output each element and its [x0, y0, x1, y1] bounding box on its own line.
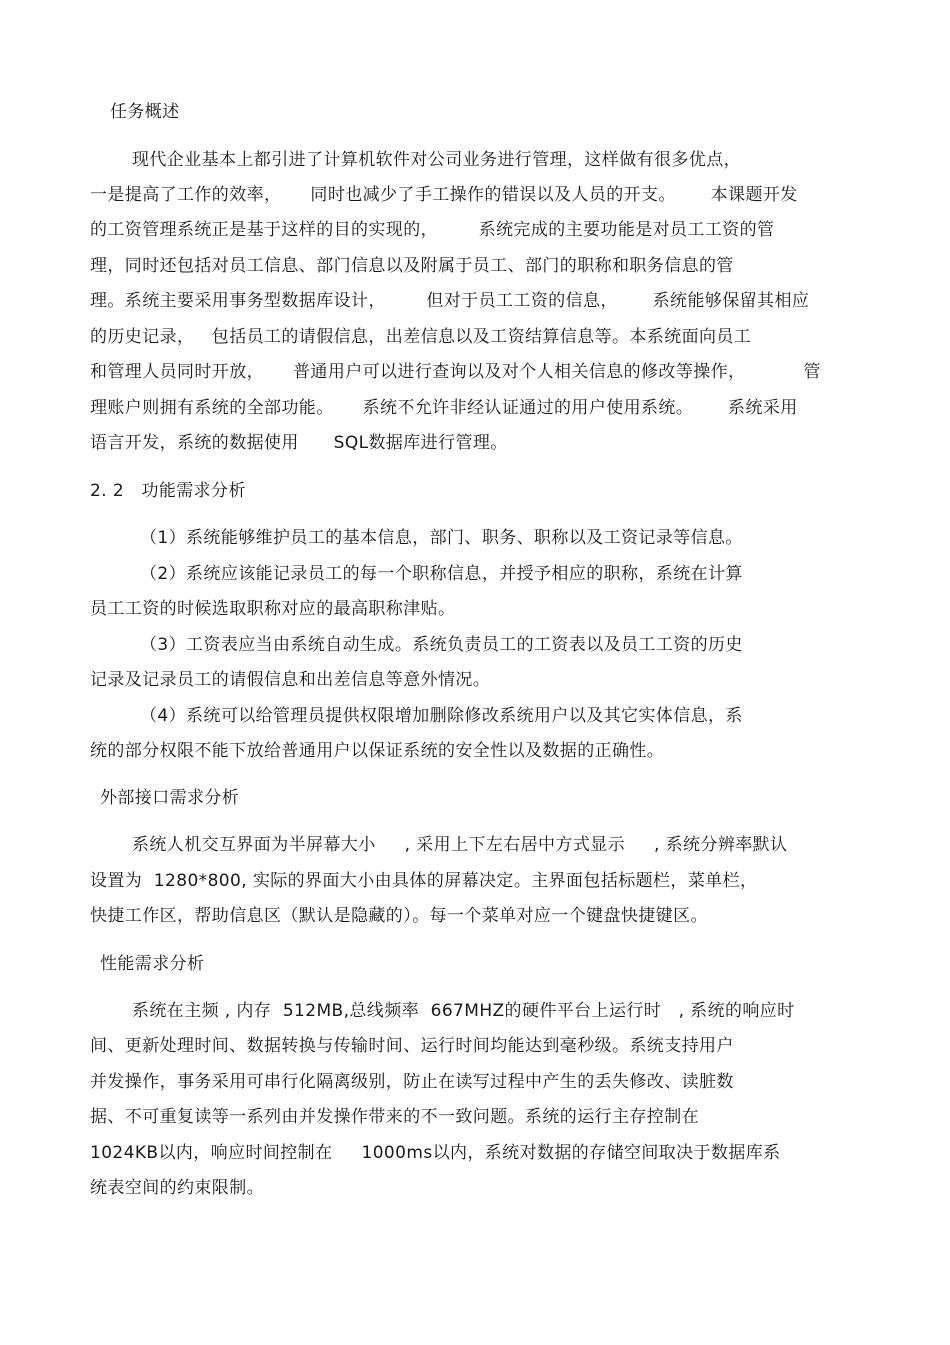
list-item: （2）系统应该能记录员工的每一个职称信息，并授予相应的职称，系统在计算 [140, 564, 743, 584]
paragraph-line: 的工资管理系统正是基于这样的目的实现的， 系统完成的主要功能是对员工工资的管 [90, 220, 775, 240]
section-heading: 性能需求分析 [100, 954, 205, 974]
paragraph-line: 间、更新处理时间、数据转换与传输时间、运行时间均能达到毫秒级。系统支持用户 [90, 1036, 734, 1056]
list-item: （1）系统能够维护员工的基本信息，部门、职务、职称以及工资记录等信息。 [140, 528, 743, 548]
paragraph-line: 系统人机交互界面为半屏幕大小 , 采用上下左右居中方式显示 , 系统分辨率默认 [132, 835, 788, 855]
section-heading: 任务概述 [110, 102, 180, 122]
paragraph-line: 据、不可重复读等一系列由并发操作带来的不一致问题。系统的运行主存控制在 [90, 1107, 699, 1127]
paragraph-line: 设置为 1280*800, 实际的界面大小由具体的屏幕决定。主界面包括标题栏，菜单栏， [90, 871, 758, 891]
paragraph-line: 语言开发，系统的数据使用 SQL数据库进行管理。 [90, 433, 508, 453]
paragraph-line: 现代企业基本上都引进了计算机软件对公司业务进行管理，这样做有很多优点， [132, 150, 741, 170]
paragraph-line: 理，同时还包括对员工信息、部门信息以及附属于员工、部门的职称和职务信息的管 [90, 256, 734, 276]
list-item-continuation: 记录及记录员工的请假信息和出差信息等意外情况。 [90, 670, 491, 690]
list-item-continuation: 员工工资的时候选取职称对应的最高职称津贴。 [90, 599, 456, 619]
paragraph-line: 快捷工作区，帮助信息区（默认是隐藏的）。每一个菜单对应一个键盘快捷键区。 [90, 906, 708, 926]
paragraph-line: 一是提高了工作的效率， 同时也减少了手工操作的错误以及人员的开支。 本课题开发 [90, 185, 798, 205]
paragraph-line: 的历史记录， 包括员工的请假信息，出差信息以及工资结算信息等。本系统面向员工 [90, 327, 752, 347]
section-heading: 2. 2 功能需求分析 [90, 481, 246, 501]
paragraph-line: 和管理人员同时开放， 普通用户可以进行查询以及对个人相关信息的修改等操作， 管 [90, 362, 821, 382]
section-heading: 外部接口需求分析 [100, 788, 240, 808]
list-item: （3）工资表应当由系统自动生成。系统负责员工的工资表以及员工工资的历史 [140, 635, 743, 655]
paragraph-line: 理。系统主要采用事务型数据库设计， 但对于员工工资的信息， 系统能够保留其相应 [90, 291, 810, 311]
paragraph-line: 1024KB以内，响应时间控制在 1000ms以内，系统对数据的存储空间取决于数据库系 [90, 1143, 781, 1163]
list-item-continuation: 统的部分权限不能下放给普通用户以保证系统的安全性以及数据的正确性。 [90, 741, 665, 761]
paragraph-line: 并发操作，事务采用可串行化隔离级别，防止在读写过程中产生的丢失修改、读脏数 [90, 1072, 734, 1092]
paragraph-line: 理账户则拥有系统的全部功能。 系统不允许非经认证通过的用户使用系统。 系统采用 [90, 398, 798, 418]
paragraph-line: 统表空间的约束限制。 [90, 1178, 264, 1198]
paragraph-line: 系统在主频 , 内存 512MB,总线频率 667MHZ的硬件平台上运行时 , 系统的响应时 [132, 1001, 795, 1021]
list-item: （4）系统可以给管理员提供权限增加删除修改系统用户以及其它实体信息，系 [140, 706, 743, 726]
